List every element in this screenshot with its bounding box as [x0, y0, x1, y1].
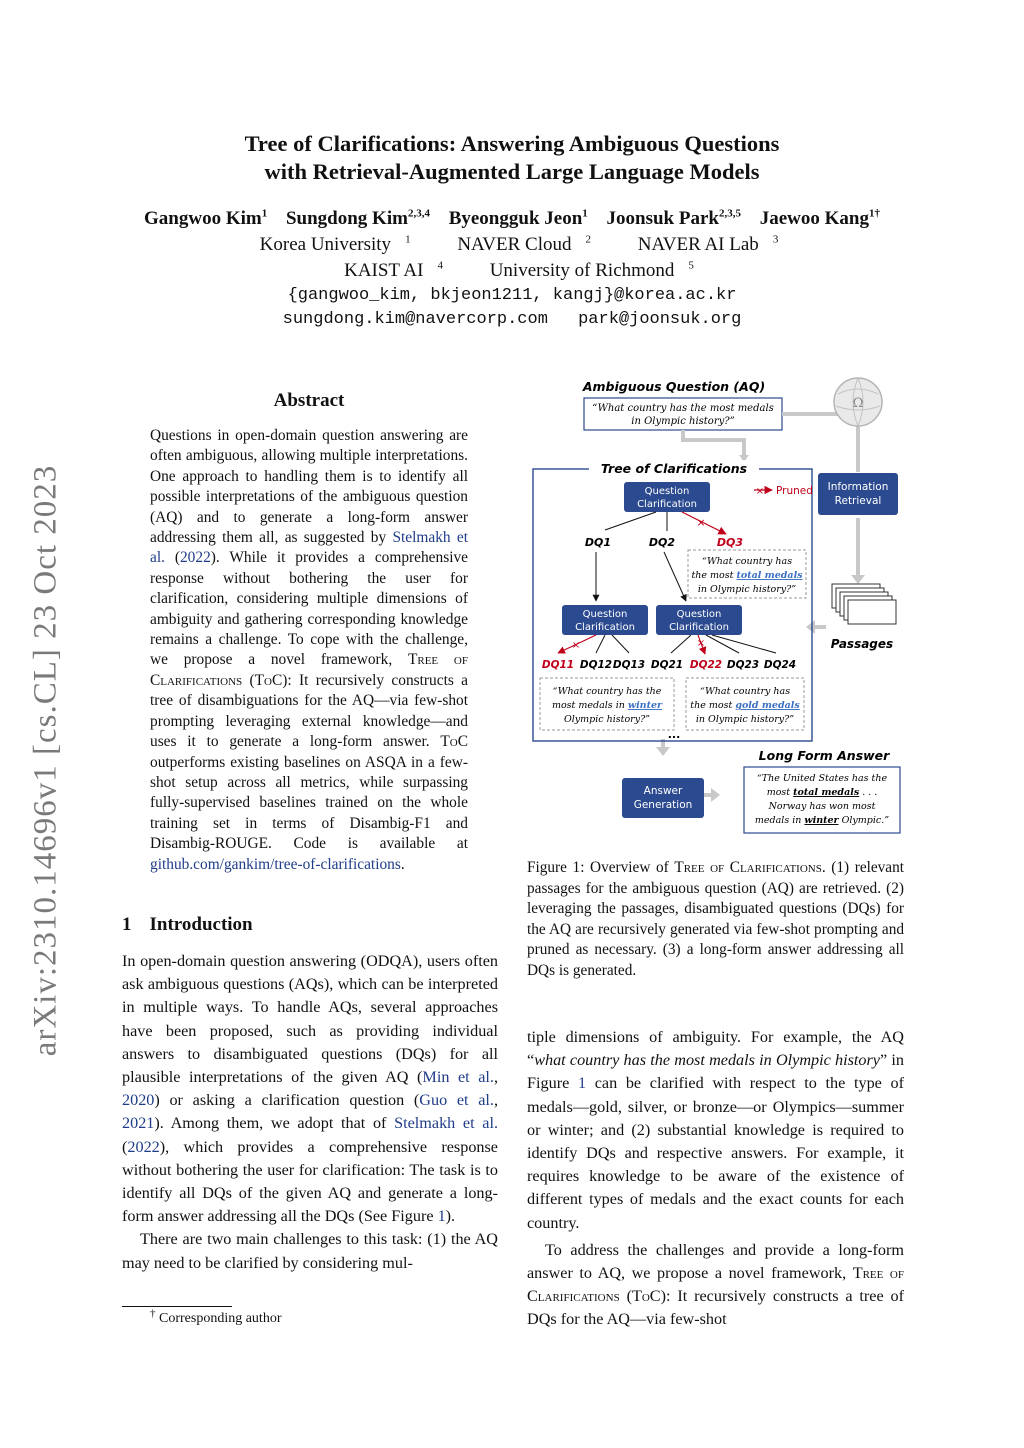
figure-ref-link[interactable]: 1 — [437, 1207, 446, 1226]
citation-link[interactable]: Min et al. — [422, 1068, 494, 1087]
svg-text:Generation: Generation — [633, 799, 693, 811]
affiliation: NAVER AI Lab $^3$ — [637, 233, 779, 255]
affiliation: KAIST AI $^4$ — [344, 259, 443, 281]
affiliations-line-2 — [0, 258, 1024, 284]
dq-12-label: DQ12 — [579, 659, 613, 671]
svg-text:the most gold medals: the most gold medals — [690, 700, 800, 711]
svg-text:Clarification: Clarification — [575, 622, 635, 633]
abstract-heading: Abstract — [273, 390, 345, 411]
svg-text:Retrieval: Retrieval — [834, 495, 882, 507]
paragraph: In open-domain question answering (ODQA), users often ask ambiguous questions (AQs), which can be interpreted in multiple ways. To handle AQs, several approaches have been proposed, such as providing individual answers to disambiguated questions (DQs) for all plausible interpretations of the given AQ (Min et al., 2020) or asking a clarification question (Guo et al., 2021). Among them, we adopt that of Stelmakh et al. (2022), which provides a comprehensive response without bothering the user for clarification: The task is to identify all DQs of the given AQ and generate a long-form answer addressing all the DQs (See Figure 1). — [122, 952, 498, 1226]
svg-text:Information: Information — [827, 481, 889, 493]
email-line-2: sungdong.kim@navercorp.com park@joonsuk.org — [282, 310, 742, 329]
dq-24-label: DQ24 — [763, 659, 797, 671]
long-form-answer-label: Long Form Answer — [758, 748, 890, 763]
arxiv-identifier: arXiv:2310.14696v1 [cs.CL] 23 Oct 2023 — [27, 464, 64, 1056]
code-link[interactable]: github.com/gankim/tree-of-clarifications — [150, 855, 401, 873]
svg-text:Ω: Ω — [852, 396, 864, 411]
affiliation: University of Richmond $^5$ — [489, 259, 694, 281]
title-line-2: with Retrieval-Augmented Large Language Models — [264, 159, 760, 184]
author: Jaewoo Kang$^{1\dagger}$ — [759, 207, 880, 229]
paragraph: There are two main challenges to this task: (1) the AQ may need to be clarified by considering mul- — [122, 1230, 498, 1272]
dq-21-label: DQ21 — [650, 659, 684, 671]
citation-link[interactable]: Stelmakh et al. — [394, 1114, 498, 1133]
long-form-answer-box — [744, 767, 900, 833]
svg-text:“What country has: “What country has — [701, 556, 793, 567]
author: Sungdong Kim$^{2,3,4}$ — [285, 207, 430, 229]
svg-text:Question: Question — [582, 609, 628, 620]
author-block — [0, 206, 1024, 332]
svg-text:“The United States has the: “The United States has the — [756, 773, 888, 784]
svg-text:Answer: Answer — [643, 785, 683, 797]
abstract-body: Questions in open-domain question answering are often ambiguous, allowing multiple interpretations. One approach to handling them is to identify all possible interpretations of the ambiguous question (AQ) and to generate a long-form answer addressing them all, as suggested by Stelmakh et al. (2022). While it provides a comprehensive response without bothering the user for clarification, considering multiple dimensions of ambiguity and gathering corresponding knowledge remains a challenge. To cope with the challenge, we propose a novel framework, Tree of Clarifications (ToC): It recursively constructs a tree of disambiguations for the AQ—via few-shot prompting leveraging external knowledge—and uses it to generate a long-form answer. ToC outperforms existing baselines on ASQA in a few-shot setup across all metrics, while surpassing fully-supervised baselines trained on the whole training set in terms of Disambig-F1 and Disambig-ROUGE. Code is available at github.com/gankim/tree-of-clarifications. — [150, 427, 469, 873]
svg-text:the most total medals: the most total medals — [691, 570, 803, 581]
citation-link[interactable]: Guo et al. — [419, 1091, 494, 1110]
svg-text:×: × — [696, 516, 706, 529]
citation-year-link[interactable]: 2021 — [122, 1114, 155, 1133]
affiliation: Korea University $^1$ — [259, 233, 411, 255]
citation-year-link[interactable]: 2022 — [179, 549, 211, 567]
email-line-1: {gangwoo_kim, bkjeon1211, kangj}@korea.ac.kr — [287, 286, 737, 305]
svg-text:most total medals . . .: most total medals . . . — [766, 787, 878, 798]
figure-caption: Figure 1: Overview of Tree of Clarifications. (1) relevant passages for the ambiguous question (AQ) are retrieved. (2) leveraging the passages, disambiguated questions (DQs) for the AQ are recursively generated via few-shot prompting and pruned as necessary. (3) a long-form answer addressing all DQs is generated. — [527, 859, 904, 979]
svg-text:Question: Question — [676, 609, 722, 620]
svg-text:most medals in winter: most medals in winter — [551, 700, 663, 711]
question-clarification-node — [562, 605, 648, 635]
affiliations-line-1 — [0, 232, 1024, 258]
author: Gangwoo Kim$^1$ — [144, 207, 268, 229]
pruned-legend — [754, 485, 813, 497]
svg-text:×: × — [696, 638, 706, 649]
answer-generation-node — [622, 778, 704, 818]
dq-23-label: DQ23 — [726, 659, 760, 671]
toc-label: Tree of Clarifications — [600, 461, 748, 476]
paper-title — [0, 130, 1024, 186]
ellipsis: ... — [667, 728, 681, 741]
paragraph: tiple dimensions of ambiguity. For example, the AQ “what country has the most medals in Olympic history” in Figure 1 can be clarified with respect to the type of medals—gold, silver, or bronze—or Olympics—summer or winter; and (2) substantial knowledge is required to identify DQs and respective answers. For example, it requires knowledge to be aware of the existence of different types of medals and the exact counts for each country. — [527, 1028, 905, 1232]
svg-text:Clarification: Clarification — [669, 622, 729, 633]
citation-link[interactable]: Stelmakh et al. — [150, 529, 468, 567]
author-names — [0, 206, 1024, 232]
question-clarification-node — [624, 482, 710, 512]
title-line-1: Tree of Clarifications: Answering Ambiguous Questions — [244, 131, 780, 156]
dq-23-quote-box — [686, 678, 804, 730]
dq-11-quote-box — [540, 678, 674, 730]
svg-text:Norway has won most: Norway has won most — [768, 801, 876, 812]
section-heading: 1 Introduction — [122, 914, 253, 935]
author: Byeongguk Jeon$^1$ — [448, 207, 588, 229]
aq-label: Ambiguous Question (AQ) — [582, 379, 766, 394]
figure-ref-link[interactable]: 1 — [577, 1074, 587, 1093]
svg-text:“What country has: “What country has — [699, 686, 791, 697]
intro-text — [122, 950, 498, 1275]
svg-text:×: × — [755, 486, 765, 497]
svg-text:in Olympic history?”: in Olympic history?” — [631, 416, 735, 427]
dq-11-label: DQ11 — [541, 659, 575, 671]
dq-3-label: DQ3 — [716, 536, 744, 549]
right-column-text — [527, 1026, 904, 1332]
dq-13-label: DQ13 — [612, 659, 646, 671]
dq-22-label: DQ22 — [689, 659, 723, 671]
dq-3-quote-box — [688, 550, 806, 598]
svg-text:medals in winter Olympic.”: medals in winter Olympic.” — [754, 815, 890, 826]
paragraph: To address the challenges and provide a long-form answer to AQ, we propose a novel framework, Tree of Clarifications (ToC): It recursively constructs a tree of DQs for the AQ—via few-shot — [527, 1240, 904, 1329]
author: Joonsuk Park$^{2,3,5}$ — [606, 207, 741, 229]
dq-1-label: DQ1 — [584, 536, 612, 549]
svg-text:in Olympic history?”: in Olympic history?” — [697, 584, 797, 595]
svg-text:“What country has the: “What country has the — [552, 686, 662, 697]
svg-text:Pruned: Pruned — [776, 485, 813, 497]
wikipedia-globe-icon — [834, 378, 882, 426]
passages-stack-icon — [832, 584, 896, 624]
information-retrieval-node — [818, 473, 898, 515]
figure-1-diagram — [526, 372, 906, 856]
passages-label: Passages — [830, 637, 894, 651]
method-name: Tree of Clarifications — [150, 651, 468, 689]
svg-text:Question: Question — [644, 486, 690, 497]
svg-text:×: × — [571, 640, 581, 651]
citation-year-link[interactable]: 2022 — [127, 1137, 160, 1156]
svg-text:“What country has the most med: “What country has the most medals — [592, 403, 774, 414]
dq-2-label: DQ2 — [648, 536, 676, 549]
footnote: † Corresponding author — [150, 1307, 282, 1326]
affiliation: NAVER Cloud $^2$ — [457, 233, 592, 255]
svg-text:Olympic history?”: Olympic history?” — [563, 714, 651, 725]
question-clarification-node — [656, 605, 742, 635]
svg-text:Clarification: Clarification — [637, 499, 697, 510]
citation-year-link[interactable]: 2020 — [122, 1091, 155, 1110]
footnote-rule — [122, 1306, 232, 1307]
svg-text:in Olympic history?”: in Olympic history?” — [695, 714, 795, 725]
